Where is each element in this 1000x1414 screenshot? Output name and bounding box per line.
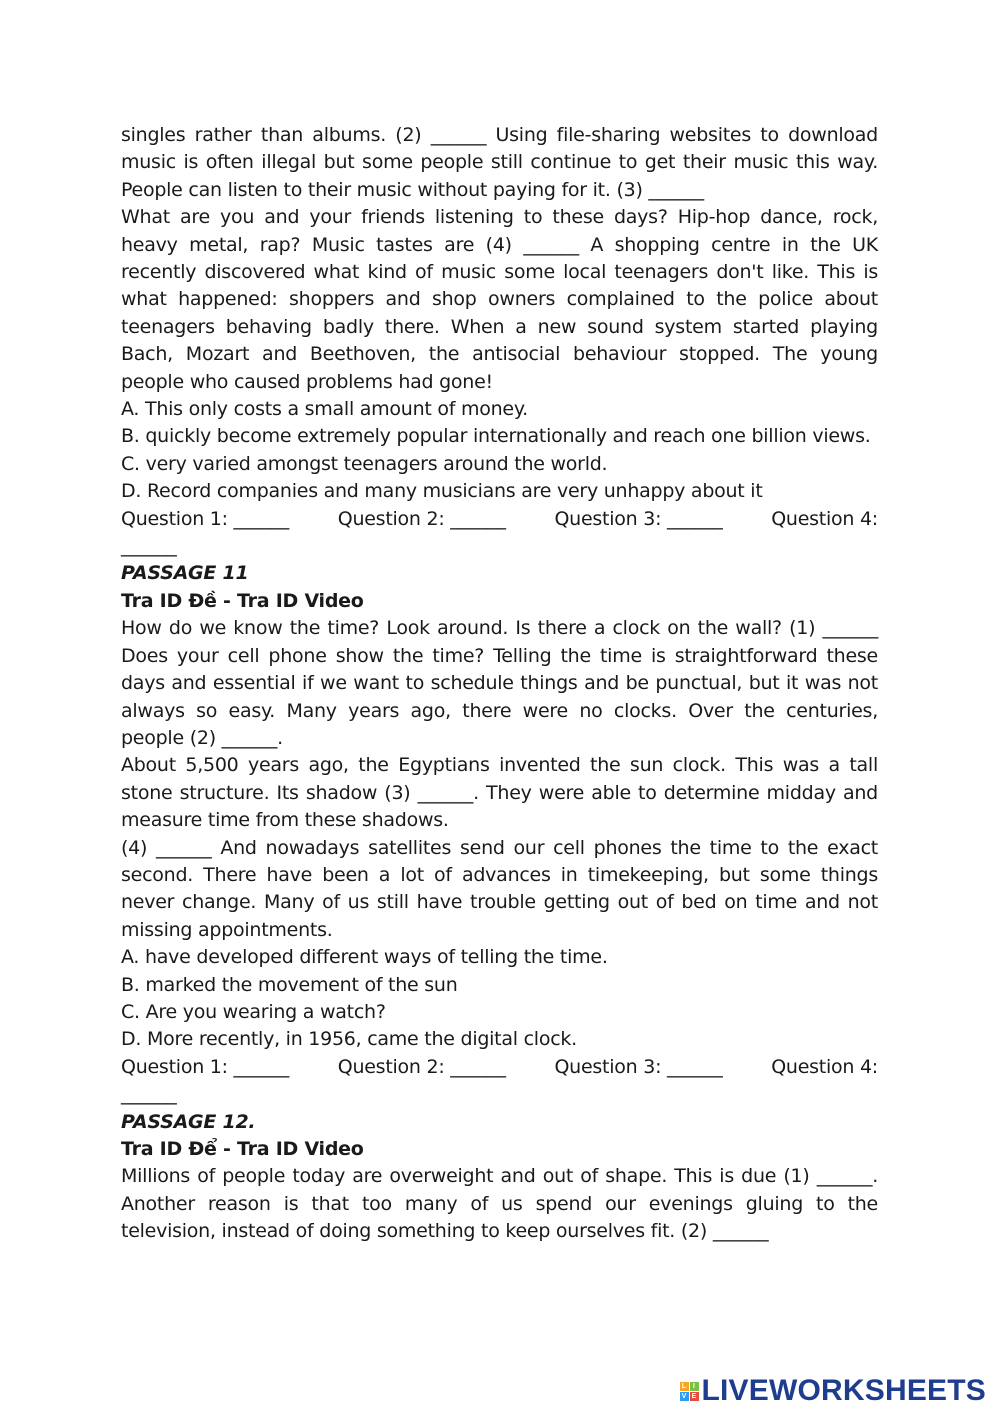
passage11-option-a: A. have developed different ways of telling the time.: [121, 946, 608, 969]
passage10-option-d: D. Record companies and many musicians are very unhappy about it: [121, 480, 763, 503]
liveworksheets-logo: [680, 1374, 987, 1408]
liveworksheets-logo-text: LIVEWORKSHEETS: [701, 1374, 986, 1407]
passage11-lookup-links[interactable]: Tra ID Đề - Tra ID Video: [121, 589, 364, 612]
passage10-question-2[interactable]: Question 2: ______: [337, 507, 506, 530]
passage10-question-3[interactable]: Question 3: ______: [554, 507, 723, 530]
passage12-paragraph-1: Millions of people today are overweight and out of shape. This is due (1) ______. Another reason is that too many of us spend our evenings gluing to the television, instead of doing something to keep ourselves fit. (2) ______: [121, 1165, 878, 1243]
passage10-option-a: A. This only costs a small amount of money.: [121, 398, 528, 421]
passage11-question-3[interactable]: Question 3: ______: [554, 1055, 723, 1078]
passage11-question-4[interactable]: Question 4:: [771, 1055, 878, 1078]
passage11-question-4-blank[interactable]: ______: [121, 1083, 177, 1106]
passage11-paragraph-2: About 5,500 years ago, the Egyptians invented the sun clock. This was a tall stone structure. Its shadow (3) ______. They were able to determine midday and measure time from these shadows.: [121, 754, 878, 832]
passage10-question-4[interactable]: Question 4:: [771, 507, 878, 530]
passage11-answer-row: [121, 1054, 878, 1081]
passage10-question-1[interactable]: Question 1: ______: [121, 507, 290, 530]
passage12-title: PASSAGE 12.: [121, 1110, 256, 1133]
passage11-paragraph-1: How do we know the time? Look around. Is there a clock on the wall? (1) ______ Does your cell phone show the time? Telling the time is straightforward these days and essential if we want to schedule things and be punctual, but it was not always so easy. Many years ago, there were no clocks. Over the centuries, people (2) ______.: [121, 617, 878, 749]
passage10-option-b: B. quickly become extremely popular internationally and reach one billion views.: [121, 425, 871, 448]
passage10-answer-row: [121, 506, 878, 533]
passage10-option-c: C. very varied amongst teenagers around the world.: [121, 452, 608, 475]
passage11-option-b: B. marked the movement of the sun: [121, 973, 458, 996]
passage10-paragraph-2: What are you and your friends listening to these days? Hip-hop dance, rock, heavy metal, rap? Music tastes are (4) ______ A shopping centre in the UK recently discovered what kind of music some local teenagers don't like. This is what happened: shoppers and shop owners complained to the police about teenagers behaving badly there. When a new sound system started playing Bach, Mozart and Beethoven, the antisocial behaviour stopped. The young people who caused problems had gone!: [121, 206, 878, 393]
passage11-option-c: C. Are you wearing a watch?: [121, 1000, 386, 1023]
passage11-question-1[interactable]: Question 1: ______: [121, 1055, 290, 1078]
passage11-option-d: D. More recently, in 1956, came the digital clock.: [121, 1028, 577, 1051]
liveworksheets-logo-icon: L I V E: [680, 1382, 699, 1401]
worksheet-page: [121, 122, 878, 1246]
passage10-paragraph-1: singles rather than albums. (2) ______ Using file-sharing websites to download music is often illegal but some people still continue to get their music this way. People can listen to their music without paying for it. (3) ______: [121, 124, 878, 201]
passage10-question-4-blank[interactable]: ______: [121, 535, 177, 558]
passage11-question-2[interactable]: Question 2: ______: [337, 1055, 506, 1078]
passage12-lookup-links[interactable]: Tra ID Để - Tra ID Video: [121, 1138, 364, 1160]
passage11-title: PASSAGE 11: [121, 562, 249, 585]
passage11-paragraph-3: (4) ______ And nowadays satellites send our cell phones the time to the exact second. There have been a lot of advances in timekeeping, but some things never change. Many of us still have trouble getting out of bed on time and not missing appointments.: [121, 836, 878, 941]
